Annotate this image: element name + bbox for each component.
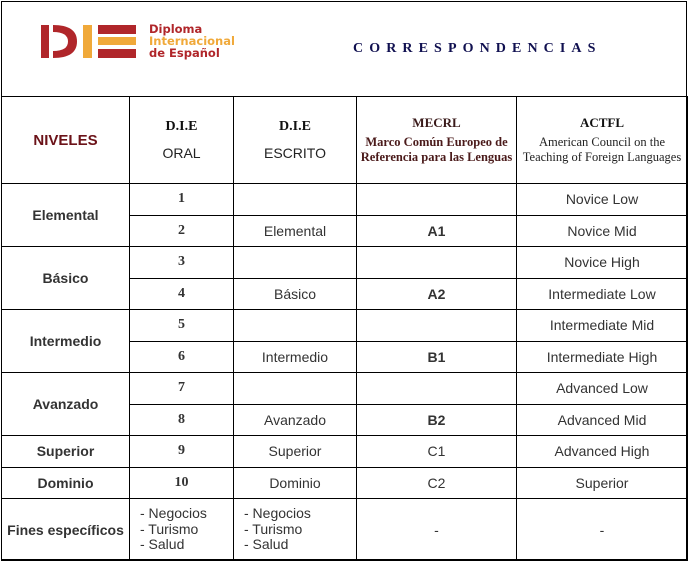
- escrito-cell: Superior: [234, 436, 357, 468]
- escrito-cell: Elemental: [234, 215, 357, 247]
- list-item: - Salud: [244, 536, 289, 553]
- actfl-cell: Advanced Mid: [517, 404, 688, 436]
- oral-cell: 2: [130, 215, 234, 247]
- level-cell: Fines específicos: [2, 499, 130, 561]
- actfl-cell: Novice Low: [517, 184, 688, 216]
- oral-cell: 8: [130, 404, 234, 436]
- header-niveles: NIVELES: [2, 97, 130, 184]
- oral-cell: 1: [130, 184, 234, 216]
- page-title: CORRESPONDENCIAS: [353, 41, 602, 56]
- actfl-cell: Superior: [517, 467, 688, 499]
- level-cell: Elemental: [2, 184, 130, 247]
- header-actfl: ACTFL American Council on the Teaching of Foreign Languages: [517, 97, 688, 184]
- header-die-oral: D.I.E ORAL: [130, 97, 234, 184]
- level-cell: Intermedio: [2, 310, 130, 373]
- logo-line-3: de Español: [149, 46, 220, 60]
- list-item: - Salud: [140, 536, 185, 553]
- level-cell: Dominio: [2, 467, 130, 499]
- mecrl-cell: A2: [357, 278, 517, 310]
- escrito-cell: Dominio: [234, 467, 357, 499]
- level-cell: Básico: [2, 247, 130, 310]
- actfl-cell: Intermediate High: [517, 341, 688, 373]
- actfl-cell: Advanced High: [517, 436, 688, 468]
- mecrl-cell: B1: [357, 341, 517, 373]
- oral-cell: 10: [130, 467, 234, 499]
- logo-line-1: Diploma: [149, 22, 203, 36]
- oral-cell: 3: [130, 247, 234, 279]
- oral-cell: 6: [130, 341, 234, 373]
- list-item: - Negocios: [244, 505, 311, 522]
- level-cell: Avanzado: [2, 373, 130, 436]
- escrito-cell: Avanzado: [234, 404, 357, 436]
- header-mecrl: MECRL Marco Común Europeo de Referencia para las Lenguas: [357, 97, 517, 184]
- actfl-cell: Intermediate Mid: [517, 310, 688, 342]
- mecrl-cell: A1: [357, 215, 517, 247]
- escrito-cell: Intermedio: [234, 341, 357, 373]
- level-cell: Superior: [2, 436, 130, 468]
- oral-cell: 9: [130, 436, 234, 468]
- mecrl-cell: B2: [357, 404, 517, 436]
- actfl-cell: Novice Mid: [517, 215, 688, 247]
- mecrl-cell: C2: [357, 467, 517, 499]
- list-item: - Negocios: [140, 505, 207, 522]
- list-item: - Turismo: [244, 520, 303, 537]
- actfl-cell: Novice High: [517, 247, 688, 279]
- logo-line-2: Internacional: [149, 34, 235, 48]
- escrito-cell: Básico: [234, 278, 357, 310]
- mecrl-cell: C1: [357, 436, 517, 468]
- actfl-cell: Intermediate Low: [517, 278, 688, 310]
- actfl-cell: Advanced Low: [517, 373, 688, 405]
- oral-cell: 7: [130, 373, 234, 405]
- actfl-cell: -: [517, 499, 688, 561]
- oral-cell: 5: [130, 310, 234, 342]
- page-frame: [1, 1, 687, 560]
- list-item: - Turismo: [140, 520, 199, 537]
- oral-cell: 4: [130, 278, 234, 310]
- mecrl-cell: -: [357, 499, 517, 561]
- header-die-escrito: D.I.E ESCRITO: [234, 97, 357, 184]
